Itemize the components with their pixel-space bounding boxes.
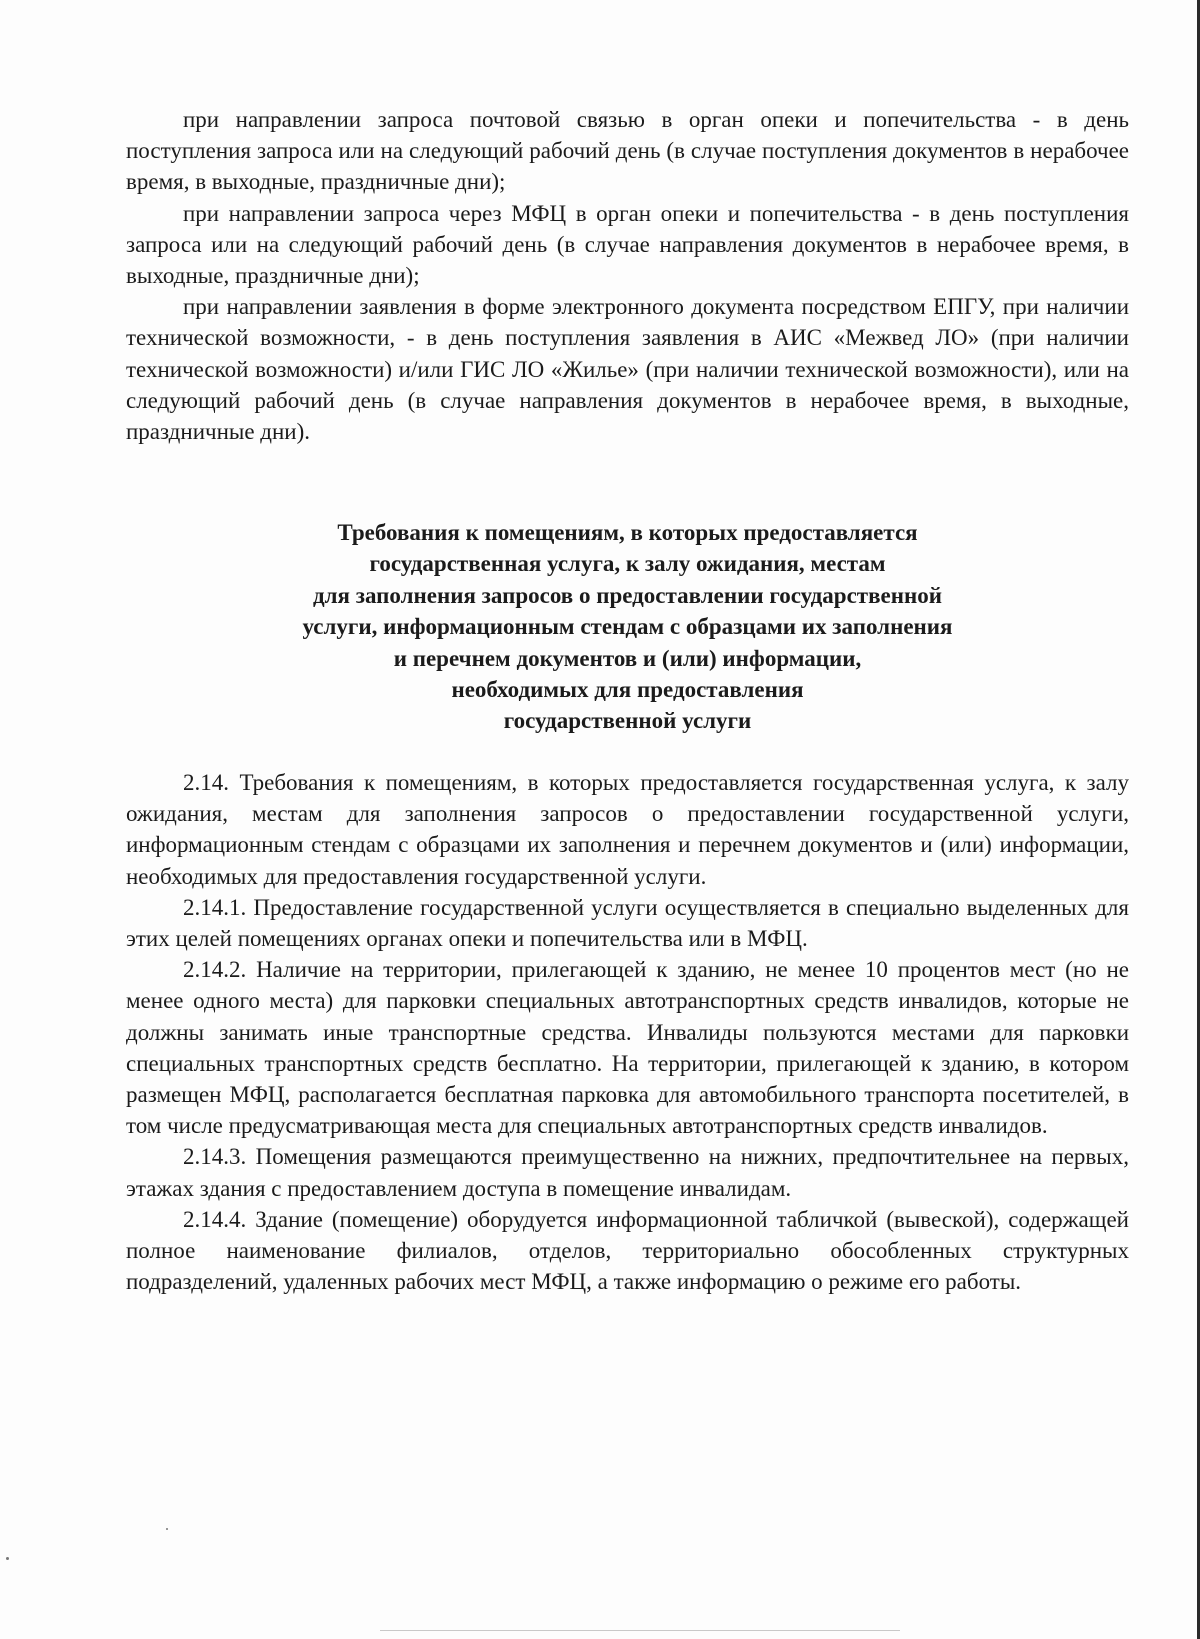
heading-line: для заполнения запросов о предоставлении государственной [313,582,942,608]
heading-line: Требования к помещениям, в которых предоставляется [337,520,918,545]
heading-line: и перечнем документов и (или) информации, [393,645,862,671]
paragraph-postal-request: при направлении запроса почтовой связью в орган опеки и попечительства - в день поступления запроса или на следующий рабочий день (в случае поступления документов в нерабочее время, в выходные, праздничные дни); [126,107,1129,195]
section-text-block [126,767,1129,1297]
paragraph-2-14-2: 2.14.2. Наличие на территории, прилегающей к зданию, не менее 10 процентов мест (но не менее одного места) для парковки специальных автотранспортных средств инвалидов, которые не должны занимать иные транспортные средства. Инвалиды пользуются местами для парковки специальных транспортных средств бесплатно. На территории, прилегающей к зданию, в котором размещен МФЦ, располагается бесплатная парковка для автомобильного транспорта посетителей, в том числе предусматривающая места для специальных автотранспортных средств инвалидов. [126,957,1129,1139]
paragraph-mfc-request: при направлении запроса через МФЦ в орган опеки и попечительства - в день поступления запроса или на следующий рабочий день (в случае направления документов в нерабочее время, в выходные, праздничные дни); [126,200,1129,289]
intro-text-block [126,104,1129,447]
paragraph-epgu-request: при направлении заявления в форме электронного документа посредством ЕПГУ, при наличии технической возможности, - в день поступления заявления в АИС «Межвед ЛО» (при наличии технической возможности) и/или ГИС ЛО «Жилье» (при наличии технической возможности), или на следующий рабочий день (в случае направления документов в нерабочее время, в выходные, праздничные дни). [126,294,1129,445]
heading-line: услуги, информационным стендам с образцами их заполнения [302,614,953,640]
heading-line: государственная услуга, к залу ожидания, местам [369,551,886,577]
paragraph-2-14-1: 2.14.1. Предоставление государственной услуги осуществляется в специально выделенных для этих целей помещениях органах опеки и попечительства или в МФЦ. [126,894,1129,952]
paragraph-2-14: 2.14. Требования к помещениям, в которых предоставляется государственная услуга, к залу ожидания, местам для заполнения запросов о предоставлении государственной услуги, информационным стендам с образцами их заполнения и перечнем документов и (или) информации, необходимых для предоставления государственной услуги. [126,770,1129,889]
heading-line: государственной услуги [503,708,752,734]
scan-speck [166,1528,168,1530]
paragraph-2-14-3: 2.14.3. Помещения размещаются преимущественно на нижних, предпочтительнее на первых, этажах здания с предоставлением доступа в помещение инвалидам. [126,1144,1129,1201]
scan-speck [6,1557,9,1560]
section-heading [126,517,1129,737]
heading-line: необходимых для предоставления [451,677,804,703]
scan-artifact-line [380,1630,900,1631]
paragraph-2-14-4: 2.14.4. Здание (помещение) оборудуется информационной табличкой (вывеской), содержащей полное наименование филиалов, отделов, территориально обособленных структурных подразделений, удаленных рабочих мест МФЦ, а также информацию о режиме его работы. [126,1206,1129,1295]
